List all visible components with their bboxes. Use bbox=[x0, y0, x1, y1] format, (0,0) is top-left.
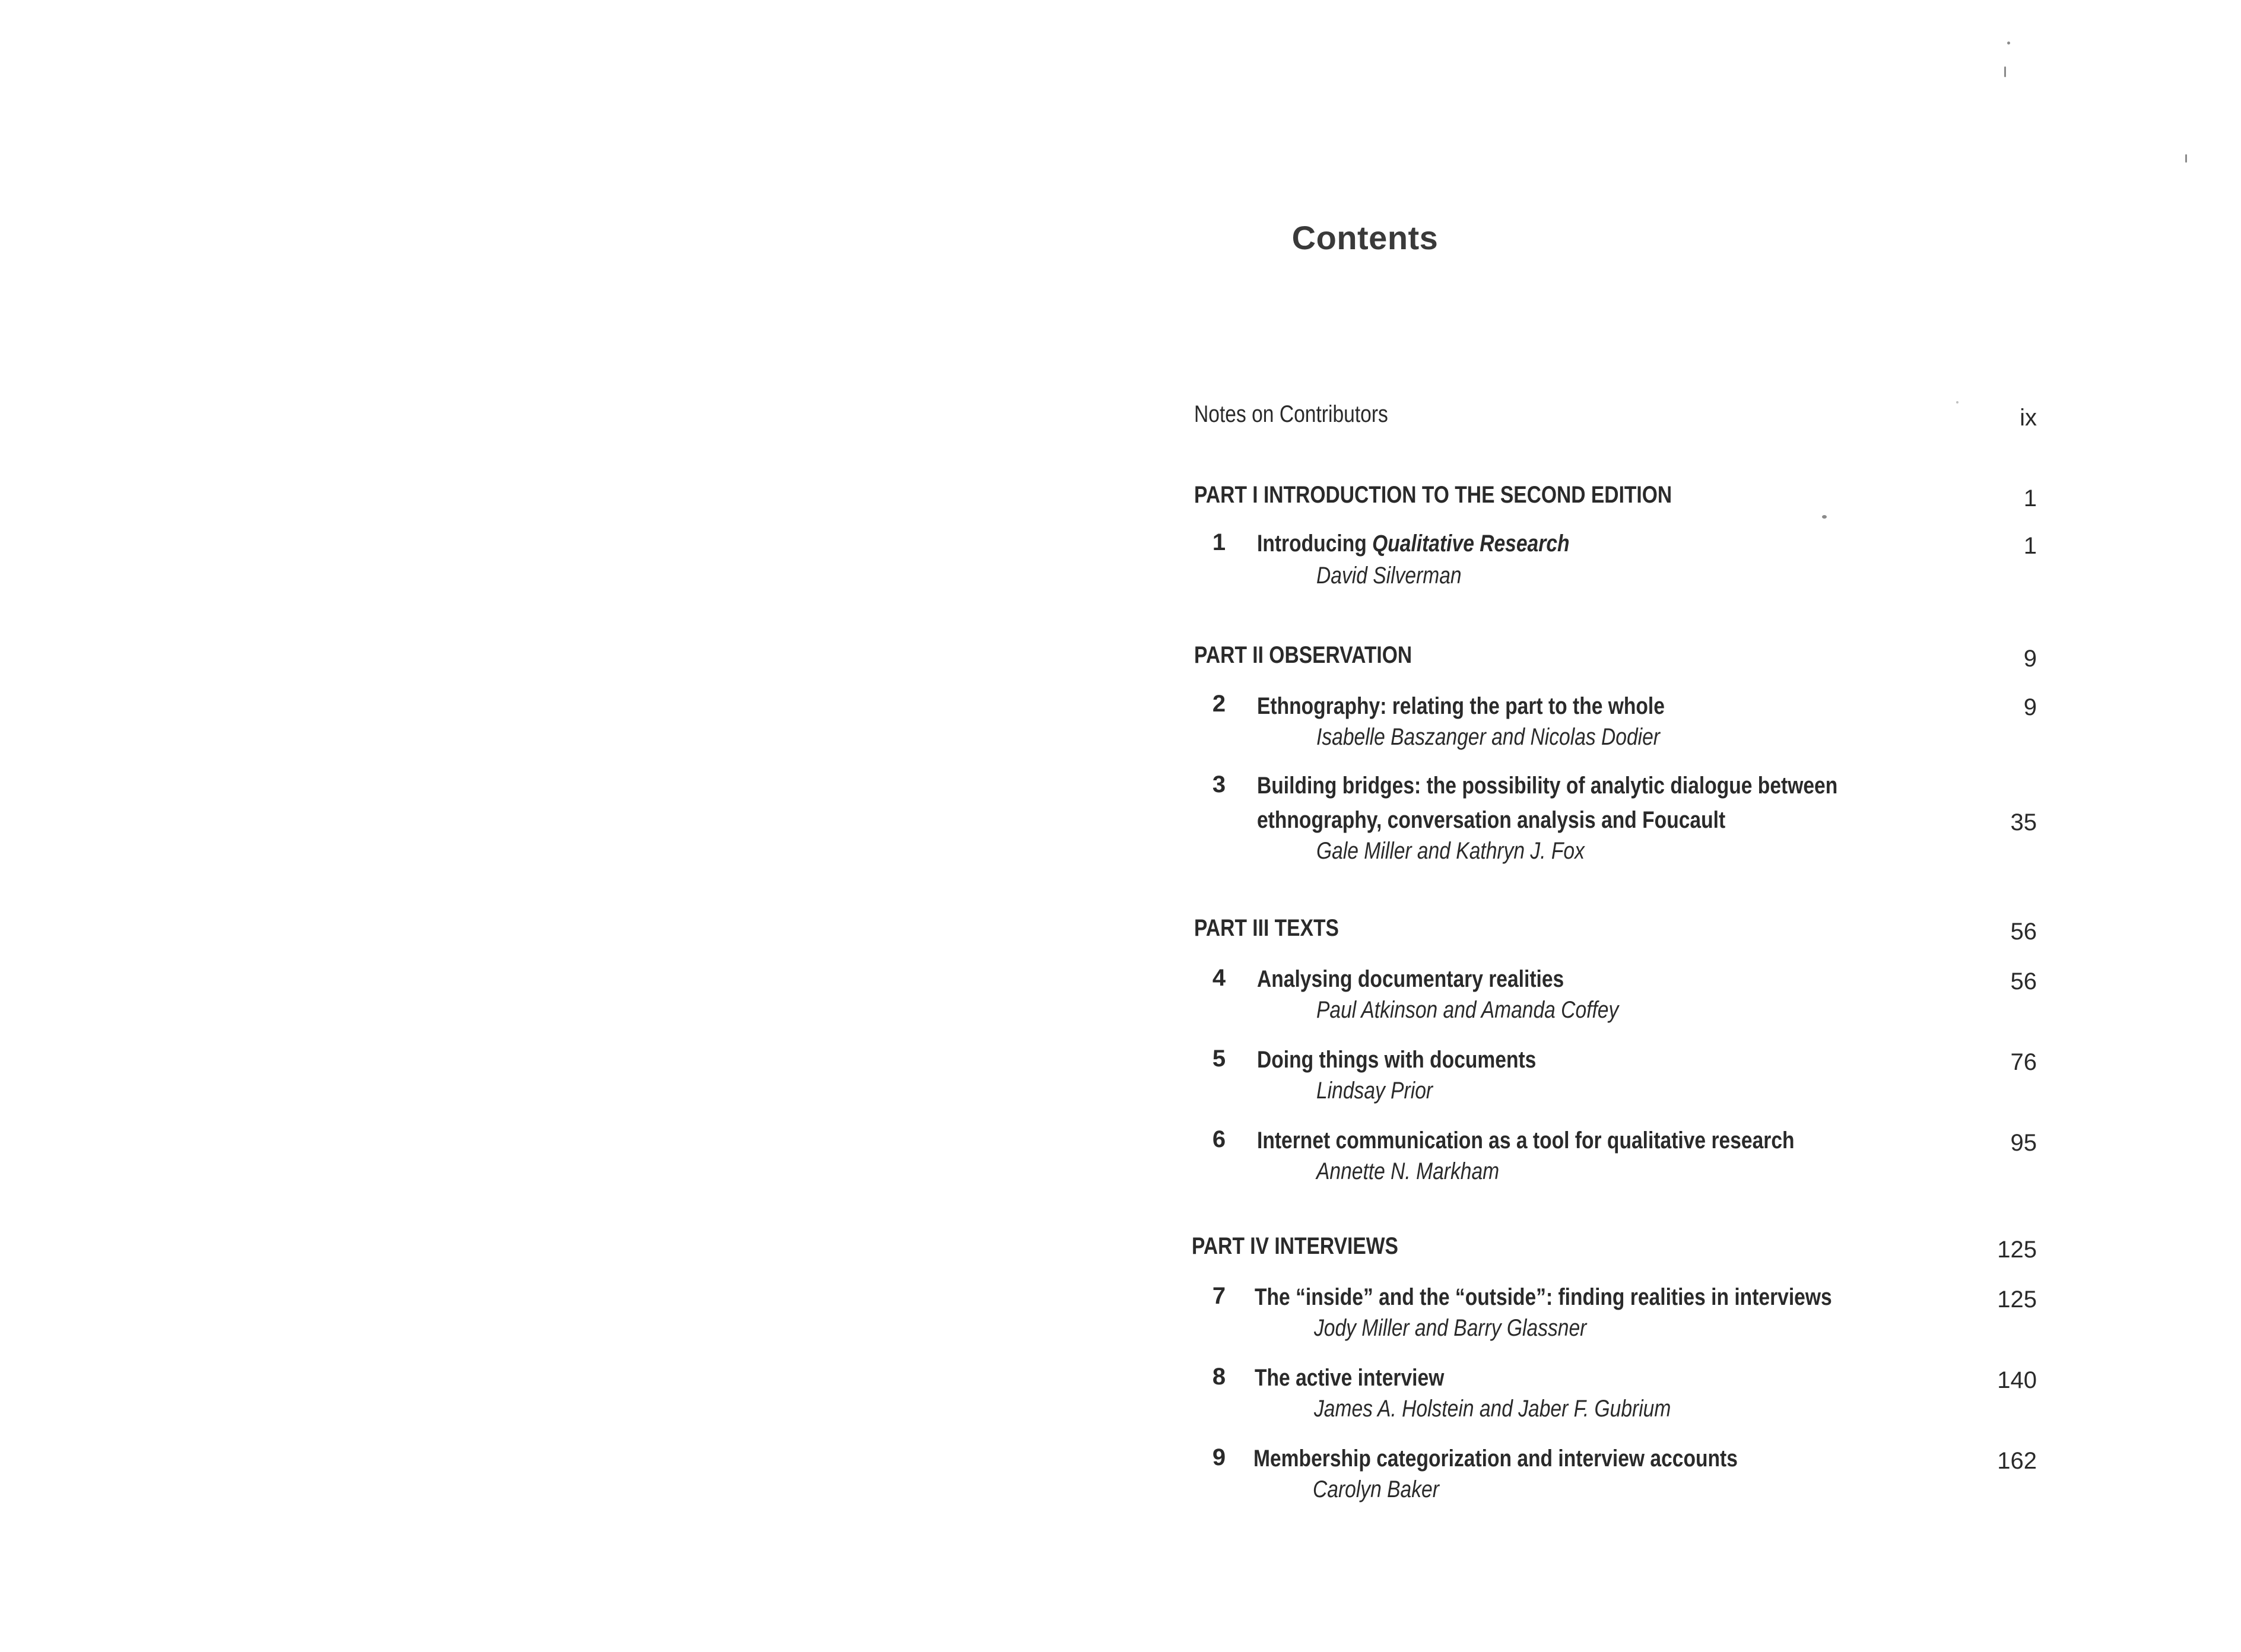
part-heading: PART I INTRODUCTION TO THE SECOND EDITION bbox=[1194, 482, 1672, 508]
part-heading: PART IV INTERVIEWS bbox=[1192, 1233, 1398, 1259]
scan-speck bbox=[1956, 401, 1959, 404]
chapter-title: The “inside” and the “outside”: finding realities in interviews bbox=[1255, 1284, 1832, 1310]
chapter-author: James A. Holstein and Jaber F. Gubrium bbox=[1314, 1396, 1671, 1422]
chapter-author: Jody Miller and Barry Glassner bbox=[1314, 1315, 1587, 1341]
chapter-author: Isabelle Baszanger and Nicolas Dodier bbox=[1316, 724, 1660, 750]
chapter-author: Annette N. Markham bbox=[1316, 1158, 1500, 1184]
chapter-number: 1 bbox=[1212, 529, 1226, 555]
toc-entry-label: Notes on Contributors bbox=[1194, 401, 1388, 427]
part-page: 9 bbox=[2023, 646, 2037, 672]
chapter-page: 1 bbox=[2023, 533, 2037, 559]
chapter-author: Gale Miller and Kathryn J. Fox bbox=[1316, 838, 1585, 864]
chapter-title: The active interview bbox=[1255, 1365, 1445, 1391]
chapter-author: Lindsay Prior bbox=[1316, 1078, 1433, 1104]
chapter-page: 56 bbox=[2010, 968, 2037, 995]
chapter-page: 125 bbox=[1997, 1286, 2037, 1313]
part-page: 1 bbox=[2023, 485, 2037, 512]
chapter-title-italic: Qualitative Research bbox=[1372, 530, 1570, 557]
chapter-page: 95 bbox=[2010, 1130, 2037, 1156]
chapter-author: Carolyn Baker bbox=[1313, 1476, 1439, 1502]
chapter-page: 76 bbox=[2010, 1049, 2037, 1075]
part-page: 56 bbox=[2010, 919, 2037, 945]
chapter-number: 4 bbox=[1212, 965, 1226, 991]
chapter-author: David Silverman bbox=[1316, 563, 1462, 589]
chapter-number: 9 bbox=[1212, 1444, 1226, 1470]
chapter-title-line-2: ethnography, conversation analysis and Foucault bbox=[1257, 807, 1726, 833]
chapter-page: 162 bbox=[1997, 1448, 2037, 1474]
chapter-title: Analysing documentary realities bbox=[1257, 966, 1564, 992]
chapter-number: 5 bbox=[1212, 1046, 1226, 1072]
chapter-number: 8 bbox=[1212, 1364, 1226, 1390]
toc-part-2 bbox=[1194, 642, 2037, 685]
toc-part-3 bbox=[1194, 915, 2037, 958]
scan-speck bbox=[2185, 154, 2187, 163]
chapter-page: 35 bbox=[2010, 809, 2037, 835]
chapter-title: Membership categorization and interview accounts bbox=[1253, 1446, 1738, 1472]
toc-part-4 bbox=[1192, 1233, 2037, 1276]
chapter-title: Ethnography: relating the part to the whole bbox=[1257, 693, 1665, 719]
toc-entry-page: ix bbox=[2020, 405, 2037, 431]
chapter-title-line-1: Building bridges: the possibility of analytic dialogue between bbox=[1257, 773, 1838, 799]
chapter-page: 9 bbox=[2023, 694, 2037, 720]
scan-speck bbox=[2004, 66, 2006, 77]
chapter-title-plain: Introducing bbox=[1257, 530, 1373, 557]
toc-part-1 bbox=[1194, 482, 2037, 525]
scan-speck bbox=[1822, 515, 1827, 519]
chapter-number: 6 bbox=[1212, 1126, 1226, 1152]
part-page: 125 bbox=[1997, 1237, 2037, 1263]
chapter-title: Internet communication as a tool for qualitative research bbox=[1257, 1127, 1795, 1154]
chapter-page: 140 bbox=[1997, 1367, 2037, 1393]
scan-speck bbox=[2007, 42, 2010, 45]
chapter-number: 3 bbox=[1212, 771, 1226, 798]
chapter-number: 7 bbox=[1212, 1283, 1226, 1309]
part-heading: PART II OBSERVATION bbox=[1194, 642, 1412, 668]
part-heading: PART III TEXTS bbox=[1194, 915, 1339, 941]
chapter-title: Doing things with documents bbox=[1257, 1047, 1537, 1073]
chapter-number: 2 bbox=[1212, 691, 1226, 717]
chapter-author: Paul Atkinson and Amanda Coffey bbox=[1316, 997, 1619, 1023]
toc-entry-notes-on-contributors bbox=[1194, 401, 2037, 444]
chapter-title bbox=[1257, 527, 1570, 560]
page-title: Contents bbox=[1291, 219, 1439, 256]
